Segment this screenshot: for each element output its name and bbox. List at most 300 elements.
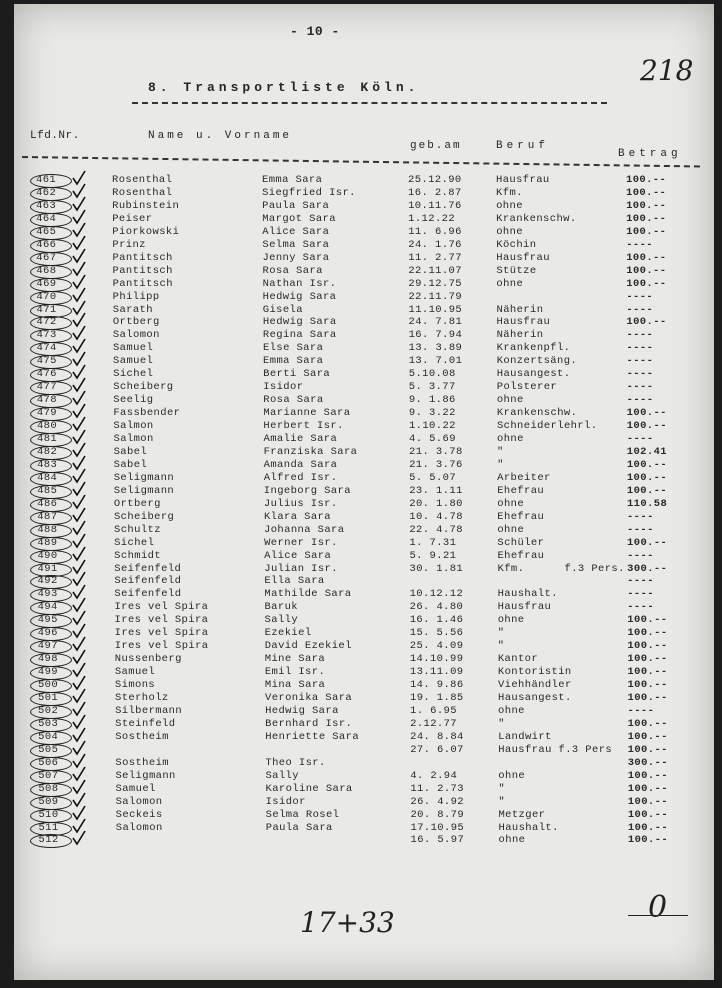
amount: 100.--	[627, 666, 668, 679]
row-number: 480	[36, 420, 58, 433]
amount: 110.58	[626, 497, 668, 510]
table-row	[0, 265, 722, 278]
surname: Seligmann	[113, 484, 175, 497]
occupation: Ehefrau	[497, 484, 545, 497]
row-number: 468	[36, 264, 57, 277]
occupation: Schneiderlehrl.	[496, 420, 598, 433]
row-number: 464	[36, 212, 57, 225]
occupation: ohne	[496, 225, 523, 238]
surname: Schultz	[114, 523, 161, 536]
table-row	[0, 213, 722, 226]
birth-date: 1.12.22	[408, 212, 456, 225]
surname: Seligmann	[113, 471, 175, 484]
row-number: 482	[37, 445, 58, 458]
occupation: Haushalt.	[498, 821, 559, 834]
row-number: 465	[36, 225, 57, 238]
birth-date: 5. 3.77	[408, 381, 456, 394]
amount: ----	[627, 575, 654, 588]
row-number: 509	[38, 795, 59, 808]
surname: Seligmann	[115, 769, 176, 782]
row-number: 481	[37, 433, 58, 445]
surname: Philipp	[112, 290, 160, 303]
birth-date: 27. 6.07	[410, 743, 464, 756]
row-number: 504	[38, 730, 59, 743]
surname: Pantitsch	[112, 264, 173, 277]
surname: Sostheim	[115, 756, 169, 769]
row-number: 485	[37, 484, 58, 497]
amount: 100.--	[627, 795, 669, 808]
surname: Samuel	[112, 342, 154, 355]
surname: Sarath	[112, 303, 153, 316]
given-name: Berti Sara	[263, 368, 331, 381]
birth-date: 1. 6.95	[410, 704, 457, 717]
surname: Samuel	[114, 666, 156, 679]
occupation: Krankenpfl.	[496, 342, 571, 355]
birth-date: 9. 3.22	[408, 407, 456, 420]
birth-date: 16. 1.46	[409, 614, 464, 627]
birth-date: 24. 8.84	[410, 730, 464, 743]
table-row	[0, 718, 722, 731]
birth-date: 2.12.77	[410, 717, 458, 730]
table-row	[0, 757, 722, 770]
given-name: Margot Sara	[262, 212, 336, 225]
amount: ----	[627, 523, 654, 536]
row-number: 501	[38, 692, 59, 704]
birth-date: 4. 2.94	[410, 769, 458, 782]
table-row	[0, 627, 722, 640]
amount: 100.--	[626, 420, 667, 433]
given-name: Emma Sara	[263, 355, 324, 368]
surname: Schmidt	[114, 549, 162, 562]
surname: Ires vel Spira	[114, 627, 209, 640]
given-name: Selma Rosel	[265, 808, 340, 821]
table-row	[0, 316, 722, 329]
surname: Rosenthal	[112, 174, 173, 186]
given-name: Sally	[264, 614, 299, 627]
given-name: Julius Isr.	[263, 497, 338, 510]
occupation: Landwirt	[498, 730, 552, 743]
given-name: Isidor	[265, 795, 306, 808]
occupation: ohne	[498, 834, 526, 847]
surname: Seelig	[113, 394, 154, 407]
table-row	[0, 770, 722, 783]
given-name: Baruk	[264, 601, 298, 614]
table-row	[0, 278, 722, 291]
birth-date: 20. 1.80	[409, 497, 463, 510]
row-number: 500	[37, 679, 59, 692]
birth-date: 16. 2.87	[408, 186, 462, 199]
table-row	[0, 575, 722, 588]
table-row	[0, 498, 722, 511]
row-number: 508	[38, 782, 59, 795]
table-row	[0, 653, 722, 666]
amount: ----	[626, 381, 654, 394]
row-number: 505	[38, 743, 59, 756]
surname: Scheiberg	[113, 381, 174, 394]
surname: Scheiberg	[113, 510, 175, 523]
given-name: Karoline Sara	[265, 782, 353, 795]
table-row	[0, 822, 722, 835]
row-number: 473	[36, 329, 57, 342]
amount: 100.--	[627, 834, 669, 847]
table-row	[0, 563, 722, 576]
occupation: ohne	[498, 769, 526, 782]
row-number: 511	[38, 821, 59, 834]
surname: Ires vel Spira	[114, 601, 209, 614]
given-name: Alice Sara	[262, 225, 330, 238]
surname: Peiser	[112, 212, 153, 225]
birth-date: 13. 7.01	[408, 355, 463, 368]
surname: Ires vel Spira	[114, 640, 209, 653]
surname: Pantitsch	[112, 277, 173, 290]
handwritten-total: 17+33	[300, 906, 395, 939]
amount: 100.--	[626, 277, 667, 290]
occupation: Kantor	[497, 653, 539, 666]
occupation: Konzertsäng.	[496, 355, 578, 368]
birth-date: 5. 5.07	[409, 471, 457, 484]
amount: 100.--	[627, 730, 668, 743]
amount: 100.--	[627, 692, 668, 704]
surname: Samuel	[115, 782, 156, 795]
row-number: 507	[38, 769, 59, 782]
given-name: Else Sara	[262, 342, 324, 355]
birth-date: 11. 6.96	[408, 225, 462, 238]
amount: 100.--	[626, 407, 667, 420]
table-row	[0, 783, 722, 796]
row-number: 476	[36, 368, 57, 381]
given-name: Nathan Isr.	[262, 277, 337, 290]
folio-number: 218	[640, 54, 694, 87]
given-name: Werner Isr.	[264, 536, 338, 549]
table-row	[0, 187, 722, 200]
birth-date: 21. 3.76	[409, 458, 463, 471]
table-row	[0, 705, 722, 718]
given-name: Marianne Sara	[263, 407, 351, 420]
amount: 100.--	[627, 808, 669, 821]
given-name: Hedwig Sara	[265, 704, 339, 717]
birth-date: 25.12.90	[408, 174, 462, 186]
occupation: Haushalt.	[497, 588, 558, 601]
birth-date: 30. 1.81	[409, 562, 464, 575]
amount: 100.--	[627, 627, 668, 640]
occupation: ohne	[497, 433, 524, 445]
birth-date: 11.10.95	[408, 303, 463, 316]
occupation: Krankenschw.	[496, 407, 578, 420]
page-number: - 10 -	[290, 24, 340, 39]
table-row	[0, 809, 722, 822]
given-name: Ella Sara	[264, 575, 325, 588]
row-number: 470	[36, 290, 57, 303]
amount: 100.--	[627, 614, 668, 627]
given-name: Mathilde Sara	[264, 588, 352, 601]
birth-date: 17.10.95	[410, 821, 465, 834]
occupation: Polsterer	[496, 381, 558, 394]
row-number: 502	[38, 704, 59, 717]
surname: Seifenfeld	[114, 575, 182, 588]
table-row	[0, 796, 722, 809]
amount: ----	[626, 394, 654, 407]
amount: 100.--	[626, 212, 667, 225]
row-number: 490	[37, 549, 58, 562]
table-row	[0, 329, 722, 342]
amount: ----	[627, 588, 654, 601]
surname: Samuel	[113, 355, 154, 368]
table-row	[0, 420, 722, 433]
row-number: 503	[38, 717, 59, 730]
row-number: 472	[36, 316, 57, 329]
occupation: ohne	[497, 523, 525, 536]
amount: ----	[626, 355, 654, 368]
amount: ----	[626, 510, 654, 523]
row-number: 493	[37, 588, 58, 601]
surname: Salomon	[115, 795, 163, 808]
row-number: 469	[36, 277, 57, 290]
table-row	[0, 304, 722, 317]
birth-date: 26. 4.92	[410, 795, 464, 808]
amount: 100.--	[626, 225, 667, 238]
surname: Ortberg	[113, 497, 161, 510]
surname: Rosenthal	[112, 186, 173, 199]
row-number: 496	[37, 627, 58, 640]
amount: 100.--	[627, 717, 668, 730]
table-row	[0, 511, 722, 524]
given-name: Selma Sara	[262, 238, 330, 251]
column-header-beruf: Beruf	[496, 140, 550, 152]
birth-date: 13.11.09	[409, 666, 464, 679]
given-name: Paula Sara	[262, 199, 330, 212]
handwritten-mark: 0	[648, 890, 668, 925]
given-name: Herbert Isr.	[263, 420, 344, 433]
table-row	[0, 485, 722, 498]
occupation: Hausfrau	[496, 174, 550, 186]
birth-date: 4. 5.69	[409, 433, 456, 445]
occupation: "	[498, 782, 506, 795]
row-number: 484	[37, 471, 58, 484]
given-name: Franziska Sara	[263, 445, 358, 458]
surname: Silbermann	[115, 704, 183, 717]
table-row	[0, 381, 722, 394]
birth-date: 11. 2.73	[410, 782, 464, 795]
surname: Salomon	[112, 329, 160, 342]
occupation: "	[497, 458, 504, 471]
row-number: 463	[36, 199, 57, 212]
surname: Simons	[114, 679, 156, 692]
table-row	[0, 666, 722, 679]
table-row	[0, 588, 722, 601]
amount: 100.--	[627, 821, 669, 834]
given-name: Ezekiel	[264, 627, 312, 640]
amount: 300.--	[627, 756, 668, 769]
birth-date: 14.10.99	[409, 653, 464, 666]
given-name: Henriette Sara	[265, 730, 360, 743]
table-row	[0, 226, 722, 239]
table-row	[0, 640, 722, 653]
amount: ----	[627, 601, 655, 614]
occupation: Viehhändler	[497, 679, 572, 692]
given-name: David Ezekiel	[264, 640, 352, 653]
occupation: Ehefrau	[497, 510, 545, 523]
amount: 100.--	[626, 316, 667, 329]
given-name: Amalie Sara	[263, 433, 338, 445]
occupation: "	[498, 717, 505, 730]
amount: ----	[626, 303, 654, 316]
row-number: 494	[37, 601, 58, 614]
occupation: Schüler	[497, 536, 545, 549]
given-name: Amanda Sara	[263, 458, 338, 471]
table-row	[0, 368, 722, 381]
given-name: Alice Sara	[264, 549, 332, 562]
birth-date: 24. 7.81	[408, 316, 463, 329]
birth-date: 13. 3.89	[408, 342, 463, 355]
amount: 100.--	[626, 264, 667, 277]
row-number: 491	[37, 562, 58, 575]
amount: ----	[627, 549, 654, 562]
given-name: Mine Sara	[264, 653, 326, 666]
given-name: Rosa Sara	[263, 394, 324, 407]
occupation: "	[497, 627, 505, 640]
heading-underline	[132, 102, 607, 104]
amount: 100.--	[627, 536, 668, 549]
given-name: Emil Isr.	[264, 666, 326, 679]
surname: Salmon	[113, 433, 154, 445]
birth-date: 25. 4.09	[409, 640, 464, 653]
amount: 100.--	[627, 743, 668, 756]
row-number: 499	[37, 666, 58, 679]
given-name: Sally	[265, 769, 299, 782]
column-header-name: Name u. Vorname	[148, 130, 293, 142]
occupation: "	[497, 640, 505, 653]
given-name: Regina Sara	[262, 329, 337, 342]
given-name: Hedwig Sara	[262, 316, 337, 329]
checkmark-icon	[72, 830, 86, 846]
row-number: 495	[37, 614, 58, 627]
birth-date: 16. 7.94	[408, 329, 463, 342]
birth-date: 20. 8.79	[410, 808, 465, 821]
row-number: 467	[36, 251, 57, 264]
surname: Sabel	[113, 458, 148, 471]
table-row	[0, 614, 722, 627]
amount: 100.--	[626, 174, 667, 186]
table-row	[0, 407, 722, 420]
table-row	[0, 446, 722, 459]
row-number: 512	[38, 834, 59, 847]
table-row	[0, 550, 722, 563]
occupation: ohne	[497, 614, 525, 627]
occupation: Näherin	[496, 329, 544, 342]
row-number: 461	[36, 174, 57, 186]
surname: Sterholz	[115, 692, 169, 704]
occupation: Hausfrau	[496, 251, 550, 264]
amount: 100.--	[626, 199, 667, 212]
given-name: Johanna Sara	[264, 523, 345, 536]
table-row	[0, 200, 722, 213]
birth-date: 5.10.08	[408, 368, 456, 381]
given-name: Rosa Sara	[262, 264, 323, 277]
birth-date: 21. 3.78	[409, 445, 463, 458]
occupation: Arbeiter	[497, 471, 551, 484]
column-header-betrag: Betrag	[618, 148, 682, 160]
surname: Nussenberg	[114, 653, 182, 666]
given-name: Klara Sara	[263, 510, 331, 523]
occupation: ohne	[498, 704, 525, 717]
row-number: 477	[36, 381, 57, 394]
occupation: ohne	[496, 394, 524, 407]
birth-date: 11. 2.77	[408, 251, 462, 264]
amount: ----	[626, 290, 654, 303]
row-number: 487	[37, 510, 58, 523]
surname: Ortberg	[112, 316, 160, 329]
birth-date: 10.12.12	[409, 588, 464, 601]
amount: 100.--	[626, 186, 667, 199]
occupation: Näherin	[496, 303, 544, 316]
list-heading: 8. Transportliste Köln.	[148, 80, 420, 95]
surname: Piorkowski	[112, 225, 180, 238]
amount: 100.--	[627, 782, 668, 795]
occupation: Kfm.	[496, 186, 523, 199]
birth-date: 26. 4.80	[409, 601, 464, 614]
row-number: 466	[36, 238, 57, 251]
row-number: 510	[38, 808, 59, 821]
row-number: 475	[36, 355, 57, 368]
table-row	[0, 524, 722, 537]
table-row	[0, 355, 722, 368]
occupation: Stütze	[496, 264, 537, 277]
given-name: Hedwig Sara	[262, 290, 337, 303]
amount: 102.41	[626, 445, 667, 458]
surname: Rubinstein	[112, 199, 180, 212]
given-name: Ingeborg Sara	[263, 484, 351, 497]
surname: Salmon	[113, 420, 154, 433]
column-header-nr: Lfd.Nr.	[30, 130, 80, 142]
surname: Salomon	[115, 821, 163, 834]
surname: Seifenfeld	[114, 588, 182, 601]
amount: ----	[626, 329, 654, 342]
birth-date: 5. 9.21	[409, 549, 457, 562]
surname: Prinz	[112, 238, 146, 251]
amount: 100.--	[626, 251, 667, 264]
row-number: 474	[36, 342, 57, 355]
amount: 100.--	[627, 640, 668, 653]
table-row	[0, 174, 722, 187]
given-name: Mina Sara	[264, 679, 326, 692]
occupation: ohne	[497, 497, 525, 510]
row-number: 497	[37, 640, 58, 653]
surname: Seckeis	[115, 808, 163, 821]
amount: 100.--	[626, 458, 668, 471]
table-row	[0, 601, 722, 614]
row-number: 478	[36, 394, 57, 407]
occupation: Kontoristin	[497, 666, 572, 679]
row-number: 483	[37, 458, 58, 471]
row-number: 489	[37, 536, 58, 549]
amount: 100.--	[627, 653, 668, 666]
table-row	[0, 731, 722, 744]
given-name: Emma Sara	[262, 174, 323, 186]
surname: Steinfeld	[115, 717, 176, 730]
surname: Sichel	[114, 536, 155, 549]
table-row	[0, 239, 722, 252]
row-number: 488	[37, 523, 58, 536]
occupation: Kfm. f.3 Pers.	[497, 562, 625, 575]
birth-date: 22. 4.78	[409, 523, 463, 536]
row-number: 479	[36, 407, 57, 420]
birth-date: 10. 4.78	[409, 510, 463, 523]
row-number: 498	[37, 653, 58, 666]
occupation: Köchin	[496, 238, 537, 251]
amount: ----	[626, 433, 654, 445]
occupation: ohne	[496, 277, 524, 290]
table-row	[0, 433, 722, 446]
